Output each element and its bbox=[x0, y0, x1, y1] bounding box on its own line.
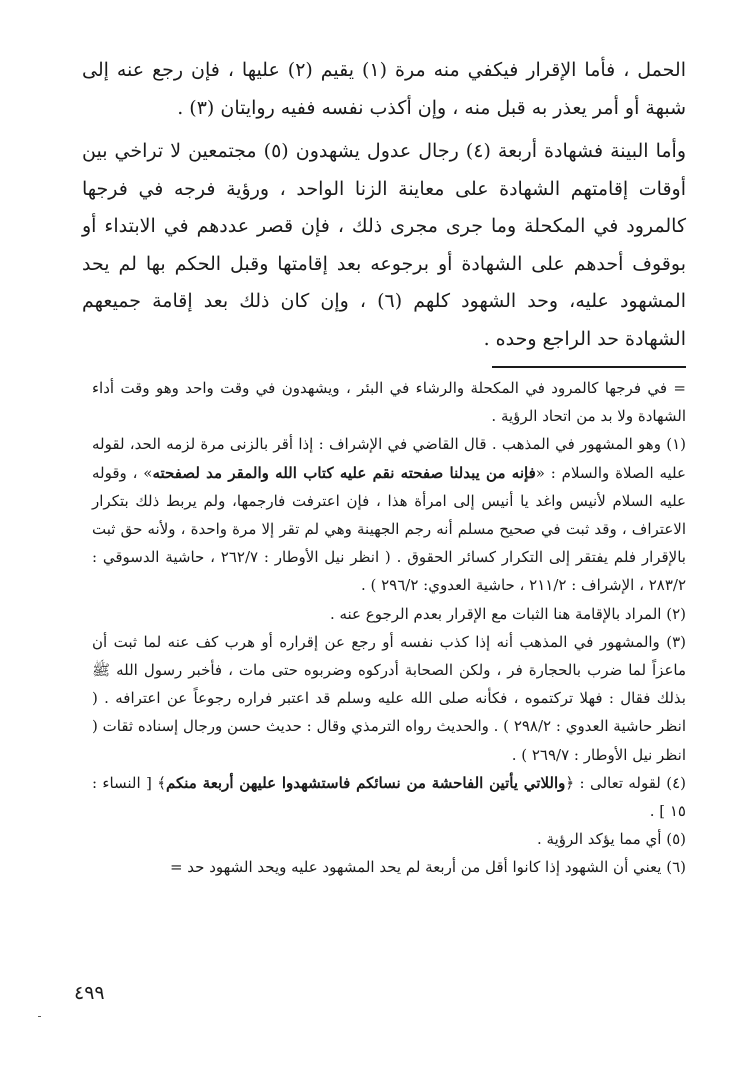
main-paragraph-1: الحمل ، فأما الإقرار فيكفي منه مرة (١) يقيم (٢) عليها ، فإن رجع عنه إلى شبهة أو أمر يعذر به قبل منه ، وإن أكذب نفسه ففيه روايتان (٣) . bbox=[82, 59, 686, 119]
footnote-6: (٦) يعني أن الشهود إذا كانوا أقل من أربعة لم يحد المشهود عليه ويحد الشهود حد = bbox=[169, 858, 686, 877]
footnotes-block bbox=[92, 374, 686, 882]
footnote-1 bbox=[92, 430, 686, 599]
footnote-divider bbox=[492, 366, 686, 368]
main-paragraph-2: وأما البينة فشهادة أربعة (٤) رجال عدول يشهدون (٥) مجتمعين لا تراخي بين أوقات إقامتهم الشهادة على معاينة الزنا الواحد ، ورؤية فرجه في فرجها كالمرود في المكحلة وما جرى مجرى ذلك ، فإن قصر عددهم في الابتداء أو بوقوف أحدهم على الشهادة أو برجوعه بعد إقامتها وقبل الحكم بها لم يحد المشهود عليه، وحد الشهود كلهم (٦) ، وإن كان ذلك بعد إقامة جميعهم الشهادة حد الراجع وحده . bbox=[82, 140, 686, 350]
footnote-5: (٥) أي مما يؤكد الرؤية . bbox=[537, 830, 686, 849]
scan-speck bbox=[38, 1016, 41, 1017]
footnote-1-text-b: » ، وقوله عليه السلام لأنيس واغد يا أنيس إلى امرأة هذا ، فإن اعترفت فارجمها، ولم يربط ذلك بتكرار الاعتراف ، وقد ثبت في صحيح مسلم أنه رجم الجهينة وهي لم تقر إلا مرة واحدة ، ولأنه حق ثبت بالإقرار فلم يفتقر إلى التكرار كسائر الحقوق . ( انظر نيل الأوطار : ٢٦٢/٧ ، حاشية الدسوقي : ٢٨٣/٢ ، الإشراف : ٢١١/٢ ، حاشية العدوي: ٢٩٦/٢ ) . bbox=[92, 463, 686, 595]
footnote-1-text-a: (١) وهو المشهور في المذهب . قال القاضي في الإشراف : إذا أقر بالزنى مرة لزمه الحد، لقوله عليه الصلاة والسلام : « bbox=[92, 435, 686, 482]
page-number: ٤٩٩ bbox=[74, 982, 105, 1004]
footnote-3: (٣) والمشهور في المذهب أنه إذا كذب نفسه أو رجع عن إقراره أو هرب كف عنه لما ثبت أن ماعزاً لما ضرب بالحجارة فر ، ولكن الصحابة أدركوه وضربوه حتى مات ، فأخبر رسول الله ﷺ بذلك فقال : فهلا تركتموه ، فكأنه صلى الله عليه وسلم قد اعتبر فراره رجوعاً عن اعترافه . ( انظر حاشية العدوي : ٢٩٨/٢ ) . والحديث رواه الترمذي وقال : حديث حسن ورجال إسناده ثقات ( انظر نيل الأوطار : ٢٦٩/٧ ) . bbox=[92, 632, 686, 764]
main-text-block bbox=[82, 52, 686, 358]
footnote-4-text-a: (٤) لقوله تعالى : ﴿ bbox=[565, 773, 686, 792]
footnote-4-text-b: ﴾ [ النساء : ١٥ ] . bbox=[92, 773, 686, 821]
footnote-2: (٢) المراد بالإقامة هنا الثبات مع الإقرار بعدم الرجوع عنه . bbox=[329, 604, 686, 623]
footnote-continuation: = في فرجها كالمرود في المكحلة والرشاء في البئر ، ويشهدون في وقت واحد وهو وقت أداء الشهادة ولا بد من اتحاد الرؤية . bbox=[92, 379, 686, 426]
footnote-4-verse: واللاتي يأتين الفاحشة من نسائكم فاستشهدوا عليهن أربعة منكم bbox=[166, 773, 566, 792]
footnote-1-hadith: فإنه من يبدلنا صفحته نقم عليه كتاب الله والمقر مد لصفحته bbox=[152, 463, 536, 482]
footnote-4 bbox=[92, 769, 686, 825]
